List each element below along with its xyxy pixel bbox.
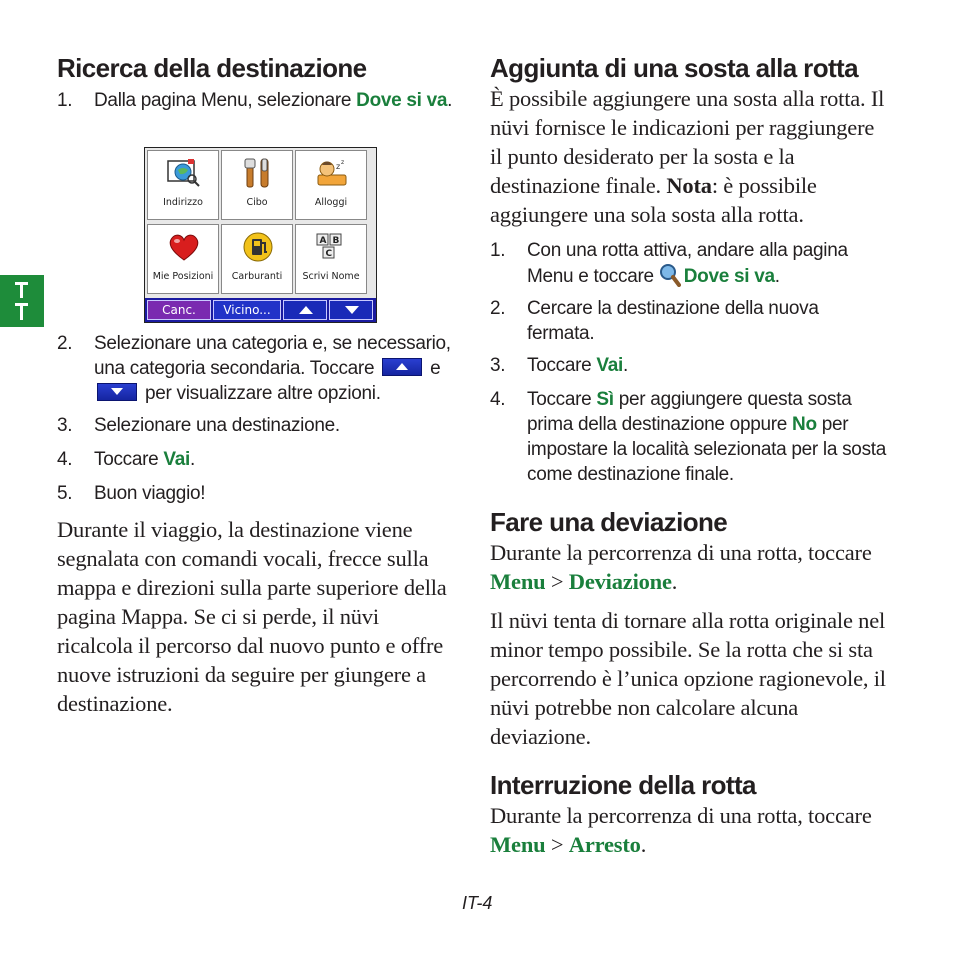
step-2: 2. Selezionare una categoria e, se necessario, una categoria secondaria. Toccare e per visualizzare altre opzioni.: [57, 333, 451, 404]
travel-paragraph: Durante il viaggio, la destinazione viene segnalata con comandi vocali, frecce sulla mappa e direzioni sulla parte superiore della pagina Mappa. Se ci si perde, il nüvi ricalcola il percorso dal nuovo punto e offre nuove istruzioni da seguire per giungere a destinazione.: [57, 517, 447, 716]
menu-link[interactable]: Menu: [490, 569, 546, 594]
step-1: 1. Dalla pagina Menu, selezionare Dove si va.: [57, 90, 453, 111]
fork-knife-icon: [240, 157, 276, 189]
fuel-icon: [240, 231, 276, 263]
svg-text:z: z: [336, 162, 341, 171]
lodging-icon: [314, 157, 350, 189]
tile-carburanti[interactable]: Carburanti: [221, 224, 293, 294]
si-link[interactable]: Sì: [596, 389, 614, 410]
language-tab-marker: [0, 275, 44, 327]
arrow-down-icon: [111, 388, 123, 395]
section-title-detour: Fare una deviazione: [490, 507, 728, 537]
step-3: 3. Selezionare una destinazione.: [57, 415, 340, 436]
tile-cibo[interactable]: Cibo: [221, 150, 293, 220]
detour-paragraph: Il nüvi tenta di tornare alla rotta originale nel minor tempo possibile. Se la rotta che si sta percorrendo è l’unica opzione ragionevole, il nüvi potrebbe non calcolare alcuna deviazione.: [490, 608, 886, 749]
vai-link-2[interactable]: Vai: [596, 355, 623, 376]
abc-keys-icon: [314, 231, 350, 263]
stop-route-instruction: Durante la percorrenza di una rotta, toccare Menu > Arresto.: [490, 803, 872, 857]
tile-indirizzo[interactable]: Indirizzo: [147, 150, 219, 220]
deviazione-link[interactable]: Deviazione: [568, 569, 672, 594]
section-title-add-stop: Aggiunta di una sosta alla rotta: [490, 53, 858, 83]
stop-step-2: 2. Cercare la destinazione della nuova fermata.: [490, 298, 819, 344]
inline-down-button: [97, 383, 137, 401]
note-label: Nota: [666, 173, 712, 198]
stop-step-4: 4. Toccare Sì per aggiungere questa sosta prima della destinazione oppure No per impostare la località selezionata per la sosta come destinazione finale.: [490, 389, 887, 485]
dove-si-va-link[interactable]: Dove si va: [356, 90, 448, 111]
step-4: 4. Toccare Vai.: [57, 449, 195, 470]
tile-mie-posizioni[interactable]: Mie Posizioni: [147, 224, 219, 294]
page-number: IT-4: [462, 893, 493, 913]
left-column: [57, 52, 457, 113]
svg-text:C: C: [325, 249, 333, 259]
add-stop-intro: È possibile aggiungere una sosta alla rotta. Il nüvi fornisce le indicazioni per raggiungere il punto desiderato per la sosta e la destinazione finale. Nota: è possibile aggiungere una sola sosta alla rotta.: [490, 86, 885, 227]
address-icon: [166, 157, 202, 189]
magnifier-icon: [659, 263, 681, 287]
left-steps-continued: [57, 331, 457, 718]
arrow-up-icon: [396, 363, 408, 370]
stop-step-3: 3. Toccare Vai.: [490, 355, 628, 376]
detour-instruction: Durante la percorrenza di una rotta, toccare Menu > Deviazione.: [490, 540, 872, 594]
svg-text:z: z: [341, 159, 345, 166]
right-column: [490, 52, 890, 859]
scroll-up-button[interactable]: [283, 300, 327, 320]
step-5: 5. Buon viaggio!: [57, 483, 206, 504]
scroll-down-button[interactable]: [329, 300, 373, 320]
svg-text:A: A: [319, 236, 327, 246]
tile-scrivi-nome[interactable]: A B C Scrivi Nome: [295, 224, 367, 294]
device-toolbar: [145, 298, 376, 322]
tile-alloggi[interactable]: z z Alloggi: [295, 150, 367, 220]
menu-link-2[interactable]: Menu: [490, 832, 546, 857]
cancel-button[interactable]: Canc.: [147, 300, 211, 320]
vai-link[interactable]: Vai: [163, 449, 190, 470]
no-link[interactable]: No: [792, 414, 817, 435]
stop-step-1: 1. Con una rotta attiva, andare alla pagina Menu e toccare Dove si va.: [490, 240, 848, 287]
svg-text:B: B: [332, 236, 340, 246]
arresto-link[interactable]: Arresto: [568, 832, 641, 857]
inline-up-button: [382, 358, 422, 376]
section-title-search: Ricerca della destinazione: [57, 53, 367, 83]
heart-icon: [166, 231, 202, 263]
section-title-stop-route: Interruzione della rotta: [490, 770, 756, 800]
device-screenshot: [144, 147, 377, 323]
arrow-down-icon: [345, 306, 359, 314]
dove-si-va-link-2[interactable]: Dove si va: [683, 266, 775, 287]
near-button[interactable]: Vicino...: [213, 300, 281, 320]
arrow-up-icon: [299, 306, 313, 314]
